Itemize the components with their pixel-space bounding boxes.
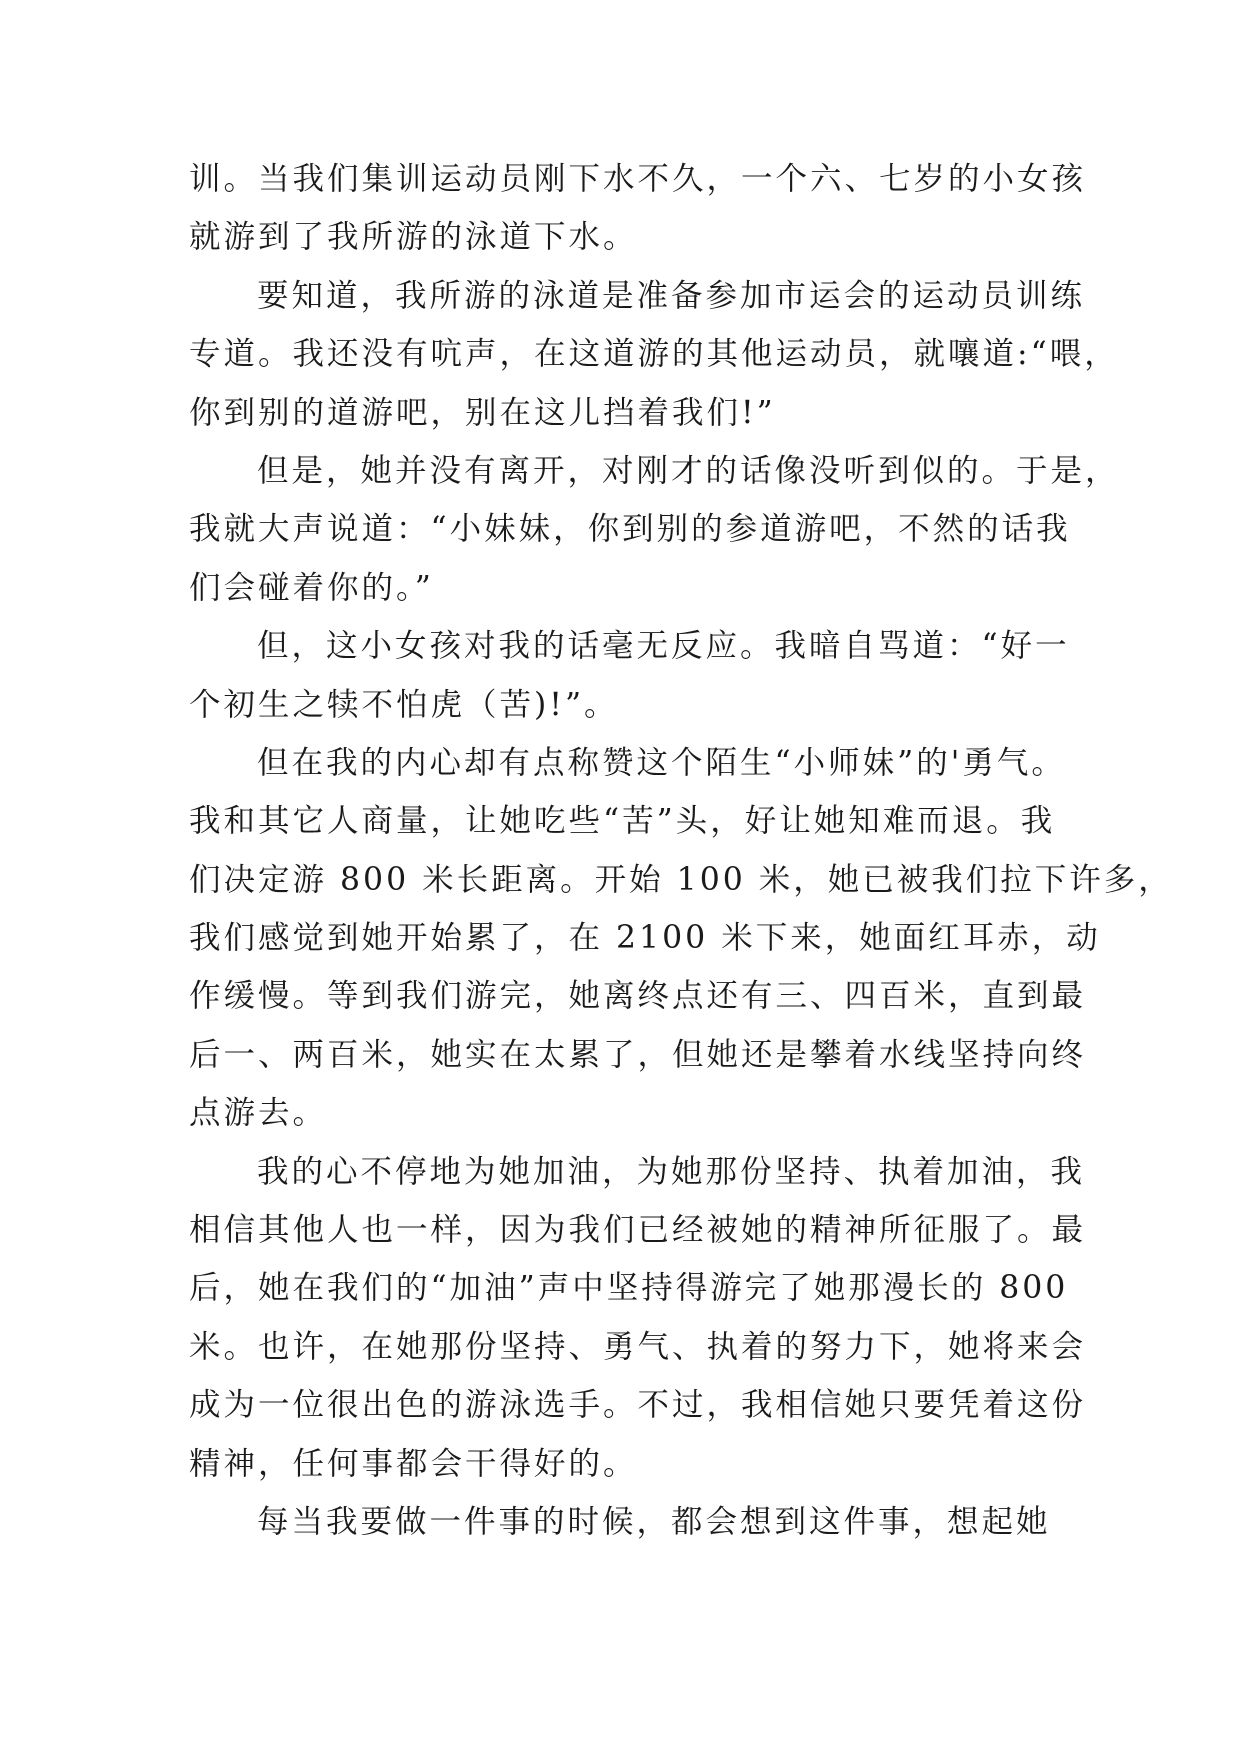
- paragraph-first-line: 但在我的内心却有点称赞这个陌生“小师妹”的'勇气。: [257, 744, 1066, 781]
- text-line: 点游去。: [189, 1095, 328, 1132]
- text-line: 后，她在我们的“加油”声中坚持得游完了她那漫长的 800: [189, 1270, 1069, 1307]
- text-line: 就游到了我所游的泳道下水。: [189, 219, 638, 256]
- text-line: 我们感觉到她开始累了，在 2100 米下来，她面红耳赤，动: [189, 920, 1101, 957]
- text-line: 我和其它人商量，让她吃些“苦”头，好让她知难而退。我: [189, 803, 1056, 840]
- paragraph-first-line: 要知道，我所游的泳道是准备参加市运会的运动员训练: [257, 277, 1086, 314]
- text-line: 作缓慢。等到我们游完，她离终点还有三、四百米，直到最: [189, 978, 1087, 1015]
- text-line: 相信其他人也一样，因为我们已经被她的精神所征服了。最: [189, 1212, 1087, 1249]
- paragraph-first-line: 我的心不停地为她加油，为她那份坚持、执着加油，我: [257, 1153, 1086, 1190]
- text-line: 我就大声说道：“小妹妹，你到别的参道游吧，不然的话我: [189, 511, 1071, 548]
- text-line: 们会碰着你的。”: [189, 569, 434, 606]
- text-line: 后一、两百米，她实在太累了，但她还是攀着水线坚持向终: [189, 1036, 1087, 1073]
- text-line: 专道。我还没有吭声，在这道游的其他运动员，就嚷道:“喂，: [189, 336, 1119, 373]
- paragraph-first-line: 每当我要做一件事的时候，都会想到这件事，想起她: [257, 1503, 1051, 1540]
- text-line: 们决定游 800 米长距离。开始 100 米，她已被我们拉下许多，: [189, 861, 1173, 898]
- body-text: [189, 150, 1173, 1551]
- text-line: 训。当我们集训运动员刚下水不久，一个六、七岁的小女孩: [189, 161, 1087, 197]
- text-line: 你到别的道游吧，别在这儿挡着我们!”: [189, 394, 776, 431]
- paragraph-first-line: 但是，她并没有离开，对刚才的话像没听到似的。于是，: [257, 452, 1120, 489]
- text-line: 精神，任何事都会干得好的。: [189, 1445, 638, 1482]
- paragraph-first-line: 但，这小女孩对我的话毫无反应。我暗自骂道：“好一: [257, 628, 1070, 665]
- text-line: 个初生之犊不怕虎（苦)!”。: [189, 686, 619, 723]
- text-line: 成为一位很出色的游泳选手。不过，我相信她只要凭着这份: [189, 1387, 1087, 1424]
- text-line: 米。也许，在她那份坚持、勇气、执着的努力下，她将来会: [189, 1328, 1087, 1365]
